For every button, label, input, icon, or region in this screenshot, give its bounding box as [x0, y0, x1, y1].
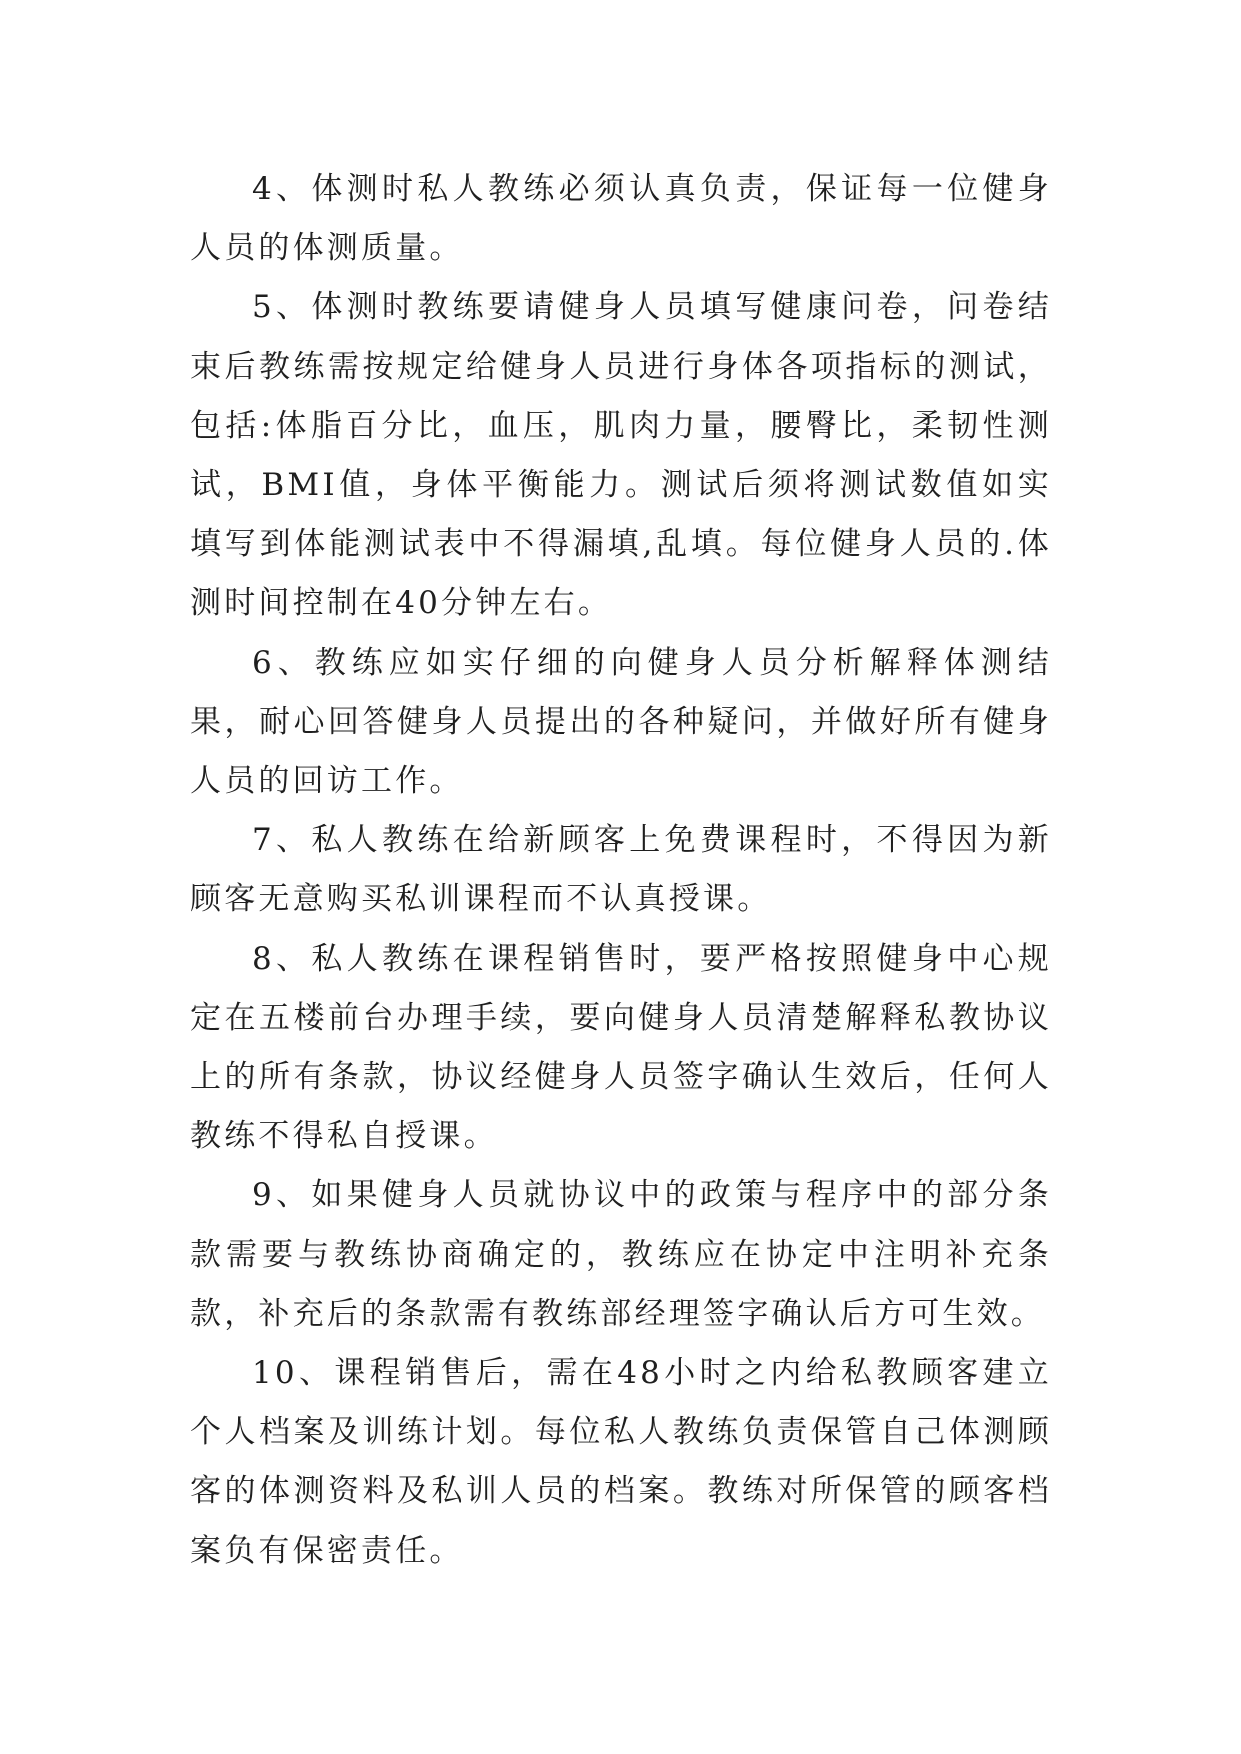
paragraph-item-6: 6、教练应如实仔细的向健身人员分析解释体测结果，耐心回答健身人员提出的各种疑问，并做好所有健身人员的回访工作。	[190, 644, 1052, 800]
paragraph-item-5: 5、体测时教练要请健身人员填写健康问卷，问卷结束后教练需按规定给健身人员进行身体各项指标的测试，包括:体脂百分比，血压，肌肉力量，腰臀比，柔韧性测试，BMI值，身体平衡能力。测试后须将测试数值如实填写到体能测试表中不得漏填,乱填。每位健身人员的.体测时间控制在40分钟左右。	[190, 289, 1052, 622]
paragraph-item-8: 8、私人教练在课程销售时，要严格按照健身中心规定在五楼前台办理手续，要向健身人员清楚解释私教协议上的所有条款，协议经健身人员签字确认生效后，任何人教练不得私自授课。	[190, 940, 1052, 1155]
document-body	[190, 160, 1052, 1581]
paragraph-item-10: 10、课程销售后，需在48小时之内给私教顾客建立个人档案及训练计划。每位私人教练负责保管自己体测顾客的体测资料及私训人员的档案。教练对所保管的顾客档案负有保密责任。	[190, 1355, 1052, 1569]
paragraph-item-9: 9、如果健身人员就协议中的政策与程序中的部分条款需要与教练协商确定的，教练应在协定中注明补充条款，补充后的条款需有教练部经理签字确认后方可生效。	[190, 1177, 1052, 1332]
paragraph-item-7: 7、私人教练在给新顾客上免费课程时，不得因为新顾客无意购买私训课程而不认真授课。	[190, 822, 1052, 918]
paragraph-item-4: 4、体测时私人教练必须认真负责，保证每一位健身人员的体测质量。	[190, 171, 1052, 267]
